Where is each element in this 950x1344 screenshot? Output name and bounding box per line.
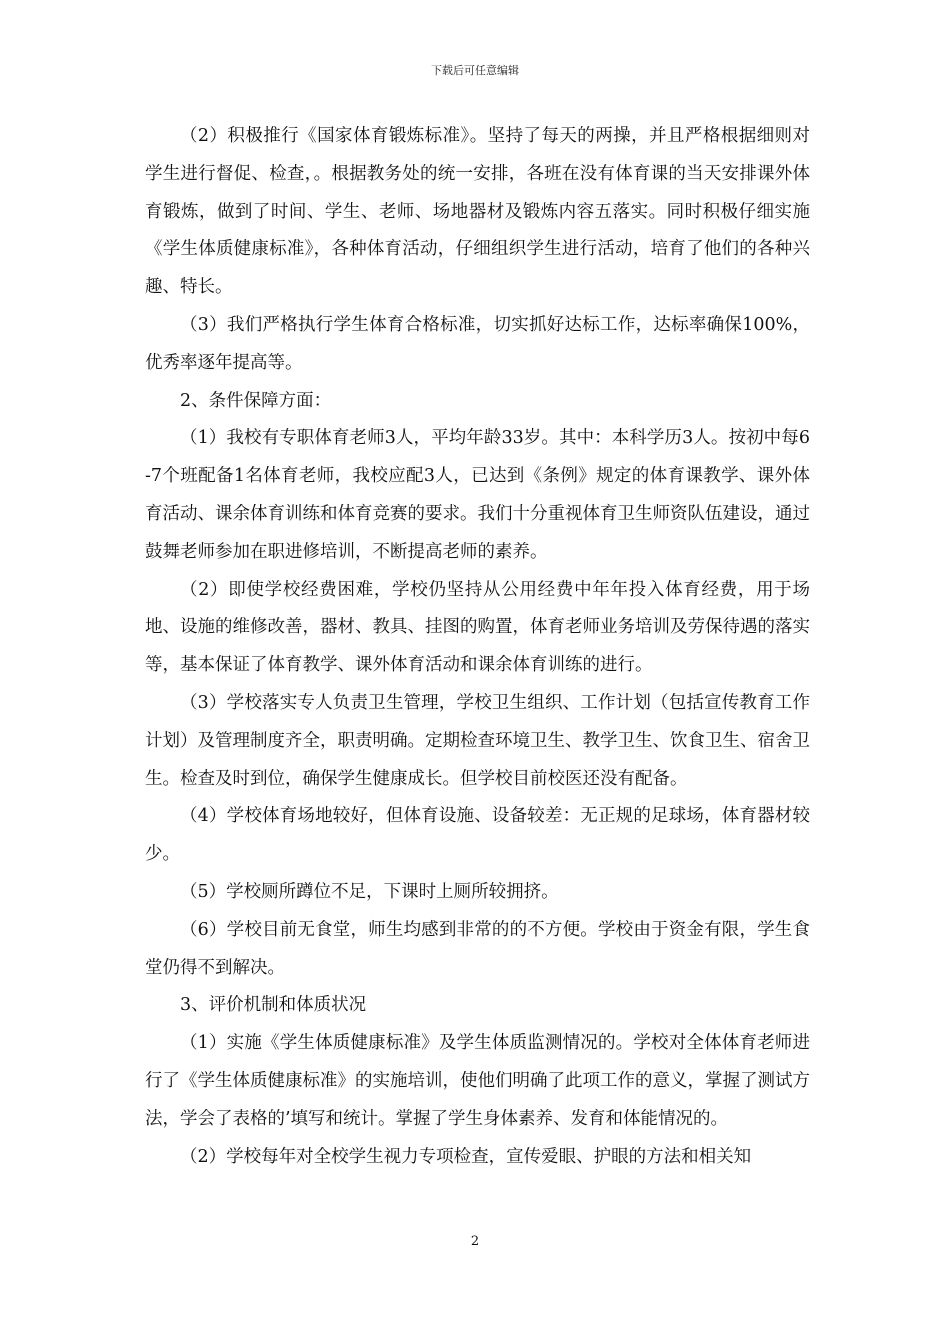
page-header: 下载后可任意编辑 bbox=[431, 64, 519, 77]
paragraph-toilets: （5）学校厕所蹲位不足，下课时上厕所较拥挤。 bbox=[180, 881, 559, 902]
paragraph-pe-teachers: （1）我校有专职体育老师3人，平均年龄33岁。其中：本科学历3人。按初中每6-7个班配备1名体育老师，我校应配3人，已达到《条例》规定的体育课教学、课外体育活动、课余体育训练和体育竞赛的要求。我们十分重视体育卫生师资队伍建设，通过鼓舞老师参加在职进修培训，不断提高老师的素养。 bbox=[145, 428, 810, 562]
section-heading-conditions: 2、条件保障方面： bbox=[180, 390, 332, 411]
paragraph-funding: （2）即使学校经费困难，学校仍坚持从公用经费中年年投入体育经费，用于场地、设施的维修改善，器材、教具、挂图的购置，体育老师业务培训及劳保待遇的落实等，基本保证了体育教学、课外体育活动和课余体育训练的进行。 bbox=[145, 579, 810, 676]
paragraph-hygiene-management: （3）学校落实专人负责卫生管理，学校卫生组织、工作计划（包括宣传教育工作计划）及管理制度齐全，职责明确。定期检查环境卫生、教学卫生、饮食卫生、宿舍卫生。检查及时到位，确保学生健康成长。但学校目前校医还没有配备。 bbox=[145, 692, 810, 789]
section-heading-evaluation: 3、评价机制和体质状况 bbox=[180, 995, 367, 1016]
paragraph-vision-check: （2）学校每年对全校学生视力专项检查，宣传爱眼、护眼的方法和相关知 bbox=[180, 1146, 752, 1167]
paragraph-national-fitness-standard: （2）积极推行《国家体育锻炼标准》。坚持了每天的两操，并且严格根据细则对学生进行督促、检查，。根据教务处的统一安排，各班在没有体育课的当天安排课外体育锻炼，做到了时间、学生、老师、场地器材及锻炼内容五落实。同时积极仔细实施《学生体质健康标准》，各种体育活动，仔细组织学生进行活动，培育了他们的各种兴趣、特长。 bbox=[145, 126, 810, 298]
paragraph-health-standard: （1）实施《学生体质健康标准》及学生体质监测情况的。学校对全体体育老师进行了《学生体质健康标准》的实施培训，使他们明确了此项工作的意义，掌握了测试方法，学会了表格的’填写和统计。掌握了学生身体素养、发育和体能情况的。 bbox=[145, 1033, 810, 1129]
paragraph-sports-facilities: （4）学校体育场地较好，但体育设施、设备较差：无正规的足球场，体育器材较少。 bbox=[145, 806, 810, 865]
document-body bbox=[145, 118, 810, 1176]
paragraph-canteen: （6）学校目前无食堂，师生均感到非常的的不方便。学校由于资金有限，学生食堂仍得不到解决。 bbox=[145, 919, 810, 978]
paragraph-pass-rate: （3）我们严格执行学生体育合格标准，切实抓好达标工作，达标率确保100%，优秀率逐年提高等。 bbox=[145, 314, 810, 373]
page-number: 2 bbox=[470, 1234, 480, 1249]
